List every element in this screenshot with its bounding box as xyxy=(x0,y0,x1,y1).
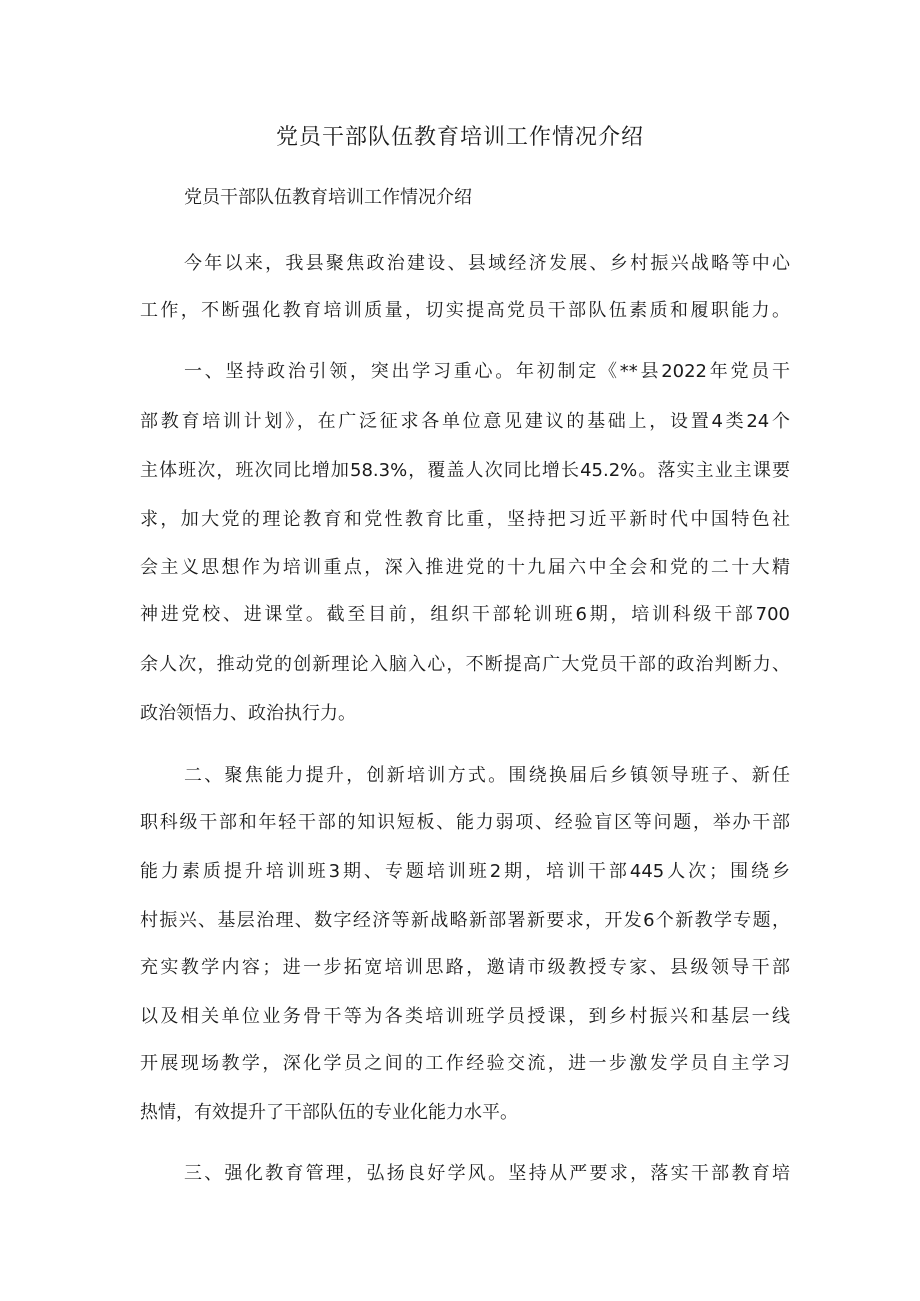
paragraph-line: 一、坚持政治引领，突出学习重心。年初制定《**县2022年党员干 xyxy=(184,361,790,382)
paragraph-line: 余人次，推动党的创新理论入脑入心，不断提高广大党员干部的政治判断力、 xyxy=(140,654,790,675)
paragraph-line: 开展现场教学，深化学员之间的工作经验交流，进一步激发学员自主学习 xyxy=(140,1053,790,1074)
paragraph-line: 村振兴、基层治理、数字经济等新战略新部署新要求，开发6个新教学专题， xyxy=(140,910,790,931)
paragraph-line: 充实教学内容；进一步拓宽培训思路，邀请市级教授专家、县级领导干部 xyxy=(140,957,790,978)
paragraph-line: 政治领悟力、政治执行力。 xyxy=(140,703,356,724)
paragraph-line: 今年以来，我县聚焦政治建设、县域经济发展、乡村振兴战略等中心 xyxy=(184,253,790,274)
document-subtitle: 党员干部队伍教育培训工作情况介绍 xyxy=(184,187,472,208)
paragraph-line: 能力素质提升培训班3期、专题培训班2期，培训干部445人次；围绕乡 xyxy=(140,861,790,882)
paragraph-line: 职科级干部和年轻干部的知识短板、能力弱项、经验盲区等问题，举办干部 xyxy=(140,812,790,833)
paragraph-line: 求，加大党的理论教育和党性教育比重，坚持把习近平新时代中国特色社 xyxy=(140,509,790,530)
paragraph-line: 二、聚焦能力提升，创新培训方式。围绕换届后乡镇领导班子、新任 xyxy=(184,765,790,786)
paragraph-line: 主体班次，班次同比增加58.3%，覆盖人次同比增长45.2%。落实主业主课要 xyxy=(140,460,790,481)
paragraph-line: 会主义思想作为培训重点，深入推进党的十九届六中全会和党的二十大精 xyxy=(140,557,790,578)
paragraph-line: 三、强化教育管理，弘扬良好学风。坚持从严要求，落实干部教育培 xyxy=(184,1163,790,1184)
paragraph-line: 以及相关单位业务骨干等为各类培训班学员授课，到乡村振兴和基层一线 xyxy=(140,1006,790,1027)
paragraph-line: 部教育培训计划》，在广泛征求各单位意见建议的基础上，设置4类24个 xyxy=(140,411,790,432)
paragraph-line: 工作，不断强化教育培训质量，切实提高党员干部队伍素质和履职能力。 xyxy=(140,300,790,321)
document-title: 党员干部队伍教育培训工作情况介绍 xyxy=(275,125,644,150)
paragraph-line: 神进党校、进课堂。截至目前，组织干部轮训班6期，培训科级干部700 xyxy=(140,604,790,625)
paragraph-line: 热情，有效提升了干部队伍的专业化能力水平。 xyxy=(140,1102,518,1123)
